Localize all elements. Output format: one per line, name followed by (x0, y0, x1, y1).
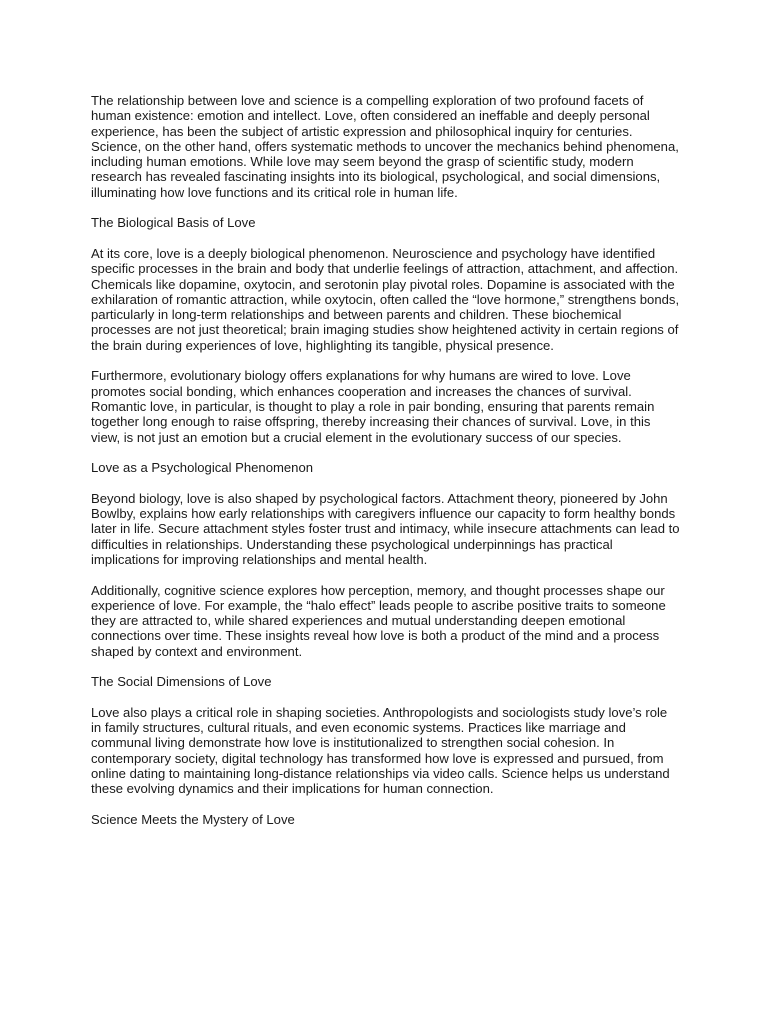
paragraph-biological-1: At its core, love is a deeply biological phenomenon. Neuroscience and psychology have identified specific processes in the brain and body that underlie feelings of attraction, attachment, and affection. Chemicals like dopamine, oxytocin, and serotonin play pivotal roles. Dopamine is associated with the exhilaration of romantic attraction, while oxytocin, often called the “love hormone,” strengthens bonds, particularly in long-term relationships and between parents and children. These biochemical processes are not just theoretical; brain imaging studies show heightened activity in certain regions of the brain during experiences of love, highlighting its tangible, physical presence. (91, 245, 680, 353)
intro-paragraph: The relationship between love and science is a compelling exploration of two profound facets of human existence: emotion and intellect. Love, often considered an ineffable and deeply personal experience, has been the subject of artistic expression and philosophical inquiry for centuries. Science, on the other hand, offers systematic methods to uncover the mechanics behind phenomena, including human emotions. While love may seem beyond the grasp of scientific study, modern research has revealed fascinating insights into its biological, psychological, and social dimensions, illuminating how love functions and its critical role in human life. (91, 93, 679, 200)
document-page (91, 93, 681, 843)
paragraph-psychological-2: Additionally, cognitive science explores how perception, memory, and thought processes shape our experience of love. For example, the “halo effect” leads people to ascribe positive traits to someone they are attracted to, while shared experiences and mutual understanding deepen emotional connections over time. These insights reveal how love is both a product of the mind and a process shaped by context and environment. (91, 582, 666, 659)
section-heading-biological: The Biological Basis of Love (91, 215, 256, 231)
paragraph-biological-2: Furthermore, evolutionary biology offers explanations for why humans are wired to love. Love promotes social bonding, which enhances cooperation and increases the chances of survival. Romantic love, in particular, is thought to play a role in pair bonding, ensuring that parents remain together long enough to raise offspring, thereby increasing their chances of survival. Love, in this view, is not just an emotion but a crucial element in the evolutionary success of our species. (91, 368, 655, 445)
section-heading-social: The Social Dimensions of Love (91, 674, 272, 690)
paragraph-psychological-1: Beyond biology, love is also shaped by psychological factors. Attachment theory, pioneered by John Bowlby, explains how early relationships with caregivers influence our capacity to form healthy bonds later in life. Secure attachment styles foster trust and intimacy, while insecure attachments can lead to difficulties in relationships. Understanding these psychological underpinnings has practical implications for improving relationships and mental health. (91, 490, 680, 567)
paragraph-social-1: Love also plays a critical role in shaping societies. Anthropologists and sociologists study love’s role in family structures, cultural rituals, and even economic systems. Practices like marriage and communal living demonstrate how love is institutionalized to strengthen social cohesion. In contemporary society, digital technology has transformed how love is expressed and pursued, from online dating to maintaining long-distance relationships via video calls. Science helps us understand these evolving dynamics and their implications for human connection. (91, 704, 670, 797)
section-heading-mystery: Science Meets the Mystery of Love (91, 811, 295, 827)
section-heading-psychological: Love as a Psychological Phenomenon (91, 460, 314, 476)
